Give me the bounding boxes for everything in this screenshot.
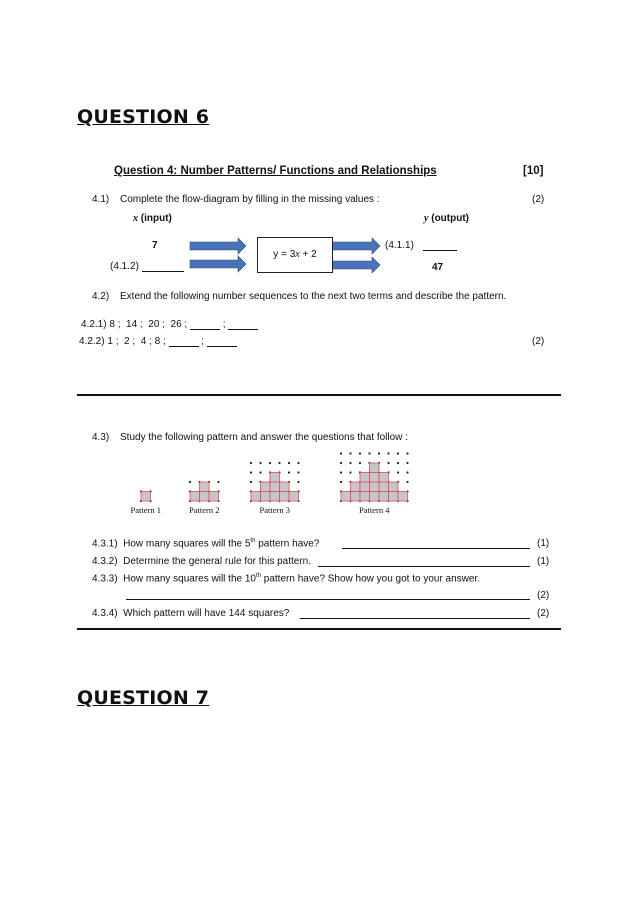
q431-label: 4.3.1)	[92, 538, 118, 550]
pattern-square	[370, 492, 380, 502]
pattern-square	[389, 482, 399, 492]
grid-dot	[406, 481, 408, 483]
q434-label: 4.3.4)	[92, 608, 118, 619]
rule-suffix: + 2	[299, 249, 317, 260]
q432-text: Determine the general rule for this pattern.	[123, 556, 312, 567]
q433-superscript: th	[255, 573, 261, 579]
pattern-square	[370, 463, 380, 473]
rule-prefix: y = 3	[273, 249, 296, 260]
q433-text-b: pattern have? Show how you got to your answer.	[261, 573, 481, 585]
q431	[92, 538, 319, 549]
grid-dot	[250, 481, 252, 483]
output-label: (output)	[431, 213, 469, 224]
sequence-separator: ;	[222, 319, 226, 330]
grid-dot	[378, 452, 380, 454]
grid-dot	[269, 462, 271, 464]
grid-dot	[397, 471, 399, 473]
sequence-4-2-1-terms: 8 ; 14 ; 20 ; 26 ;	[109, 319, 188, 330]
pattern-square	[200, 482, 210, 492]
grid-dot	[297, 481, 299, 483]
q41-label: 4.1)	[92, 194, 110, 205]
q42-marks: (2)	[532, 336, 545, 347]
input-value-2-label: (4.1.2)	[110, 261, 184, 272]
pattern-square	[351, 482, 361, 492]
q41-marks: (2)	[532, 194, 545, 205]
sequence-separator: ;	[201, 336, 205, 347]
q434	[92, 608, 289, 619]
pattern-caption: Pattern 4	[359, 505, 390, 515]
pattern-square	[209, 492, 219, 502]
section-total-marks: [10]	[523, 165, 544, 177]
pattern-square	[280, 482, 290, 492]
grid-dot	[387, 452, 389, 454]
pattern-square	[351, 492, 361, 502]
section-title: Question 4: Number Patterns/ Functions and Relationships	[114, 165, 437, 177]
pattern-square	[360, 473, 370, 483]
input-label: (input)	[140, 213, 172, 224]
grid-dot	[406, 471, 408, 473]
pattern-square	[398, 492, 408, 502]
pattern-square	[270, 482, 280, 492]
sequence-4-2-2-label: 4.2.2)	[79, 336, 105, 347]
output-value-2: 47	[432, 262, 444, 273]
pattern-square	[360, 492, 370, 502]
grid-dot	[297, 471, 299, 473]
grid-dot	[406, 452, 408, 454]
grid-dot	[297, 462, 299, 464]
grid-dot	[189, 481, 191, 483]
grid-dot	[359, 452, 361, 454]
pattern-square	[370, 473, 380, 483]
grid-dot	[259, 462, 261, 464]
question-6-heading: QUESTION 6	[77, 106, 210, 128]
q431-marks: (1)	[537, 538, 550, 549]
grid-dot	[397, 462, 399, 464]
q43-label: 4.3)	[92, 432, 110, 443]
pattern-square	[370, 482, 380, 492]
q434-marks: (2)	[537, 608, 550, 619]
grid-dot	[288, 462, 290, 464]
q433-marks: (2)	[537, 590, 550, 601]
grid-dot	[340, 471, 342, 473]
grid-dot	[349, 471, 351, 473]
pattern-4	[340, 452, 409, 515]
pattern-caption: Pattern 3	[259, 505, 290, 515]
grid-dot	[387, 462, 389, 464]
pattern-square	[200, 492, 210, 502]
grid-dot	[217, 481, 219, 483]
q43-instruction: Study the following pattern and answer the questions that follow :	[120, 432, 408, 443]
q41-instruction: Complete the flow-diagram by filling in the missing values :	[120, 194, 380, 205]
grid-dot	[278, 462, 280, 464]
pattern-1	[131, 490, 161, 515]
q432-label: 4.3.2)	[92, 556, 118, 567]
pattern-square	[280, 492, 290, 502]
q42-label: 4.2)	[92, 291, 110, 302]
pattern-square	[389, 492, 399, 502]
grid-dot	[359, 462, 361, 464]
pattern-square	[141, 492, 151, 502]
sequence-4-2-2-terms: 1 ; 2 ; 4 ; 8 ;	[107, 336, 166, 347]
grid-dot	[340, 452, 342, 454]
answer-line-4-3-1[interactable]	[342, 548, 530, 549]
grid-dot	[368, 452, 370, 454]
input-value-1: 7	[152, 240, 158, 251]
q431-text-a: How many squares will the 5	[123, 538, 251, 550]
q433-label: 4.3.3)	[92, 573, 118, 585]
grid-dot	[397, 452, 399, 454]
pattern-3	[250, 462, 300, 515]
grid-dot	[340, 481, 342, 483]
q431-superscript: th	[250, 538, 256, 544]
x-symbol: x	[133, 213, 138, 224]
sequence-4-2-1-label: 4.2.1)	[81, 319, 107, 330]
pattern-square	[379, 473, 389, 483]
pattern-square	[190, 492, 200, 502]
grid-dot	[406, 462, 408, 464]
pattern-caption: Pattern 2	[189, 505, 220, 515]
q433-text-a: How many squares will the 10	[123, 573, 256, 585]
pattern-square	[379, 492, 389, 502]
pattern-square	[261, 482, 271, 492]
answer-line-4-3-2[interactable]	[318, 566, 530, 567]
pattern-square	[251, 492, 261, 502]
pattern-square	[379, 482, 389, 492]
answer-line-4-3-4[interactable]	[300, 618, 530, 619]
question-7-heading: QUESTION 7	[77, 687, 210, 709]
pattern-square	[341, 492, 351, 502]
pattern-square	[261, 492, 271, 502]
q42-instruction: Extend the following number sequences to the next two terms and describe the pattern.	[120, 291, 507, 302]
q432-marks: (1)	[537, 556, 550, 567]
grid-dot	[349, 462, 351, 464]
y-symbol: y	[424, 213, 429, 224]
grid-dot	[250, 471, 252, 473]
pattern-caption: Pattern 1	[130, 505, 161, 515]
q434-text: Which pattern will have 144 squares?	[123, 608, 290, 619]
grid-dot	[288, 471, 290, 473]
q433	[92, 573, 480, 584]
grid-dot	[259, 471, 261, 473]
grid-dot	[349, 452, 351, 454]
pattern-square	[270, 473, 280, 483]
answer-line-4-3-3[interactable]	[126, 599, 530, 600]
grid-dot	[340, 462, 342, 464]
grid-dot	[250, 462, 252, 464]
pattern-square	[360, 482, 370, 492]
q431-text-b: pattern have?	[255, 538, 320, 550]
rule-variable: x	[295, 249, 300, 260]
pattern-square	[289, 492, 299, 502]
output-value-1-label: (4.1.1)	[385, 240, 457, 251]
section-end-line	[77, 628, 561, 630]
pattern-square	[270, 492, 280, 502]
q432	[92, 556, 311, 567]
pattern-2	[189, 481, 220, 515]
